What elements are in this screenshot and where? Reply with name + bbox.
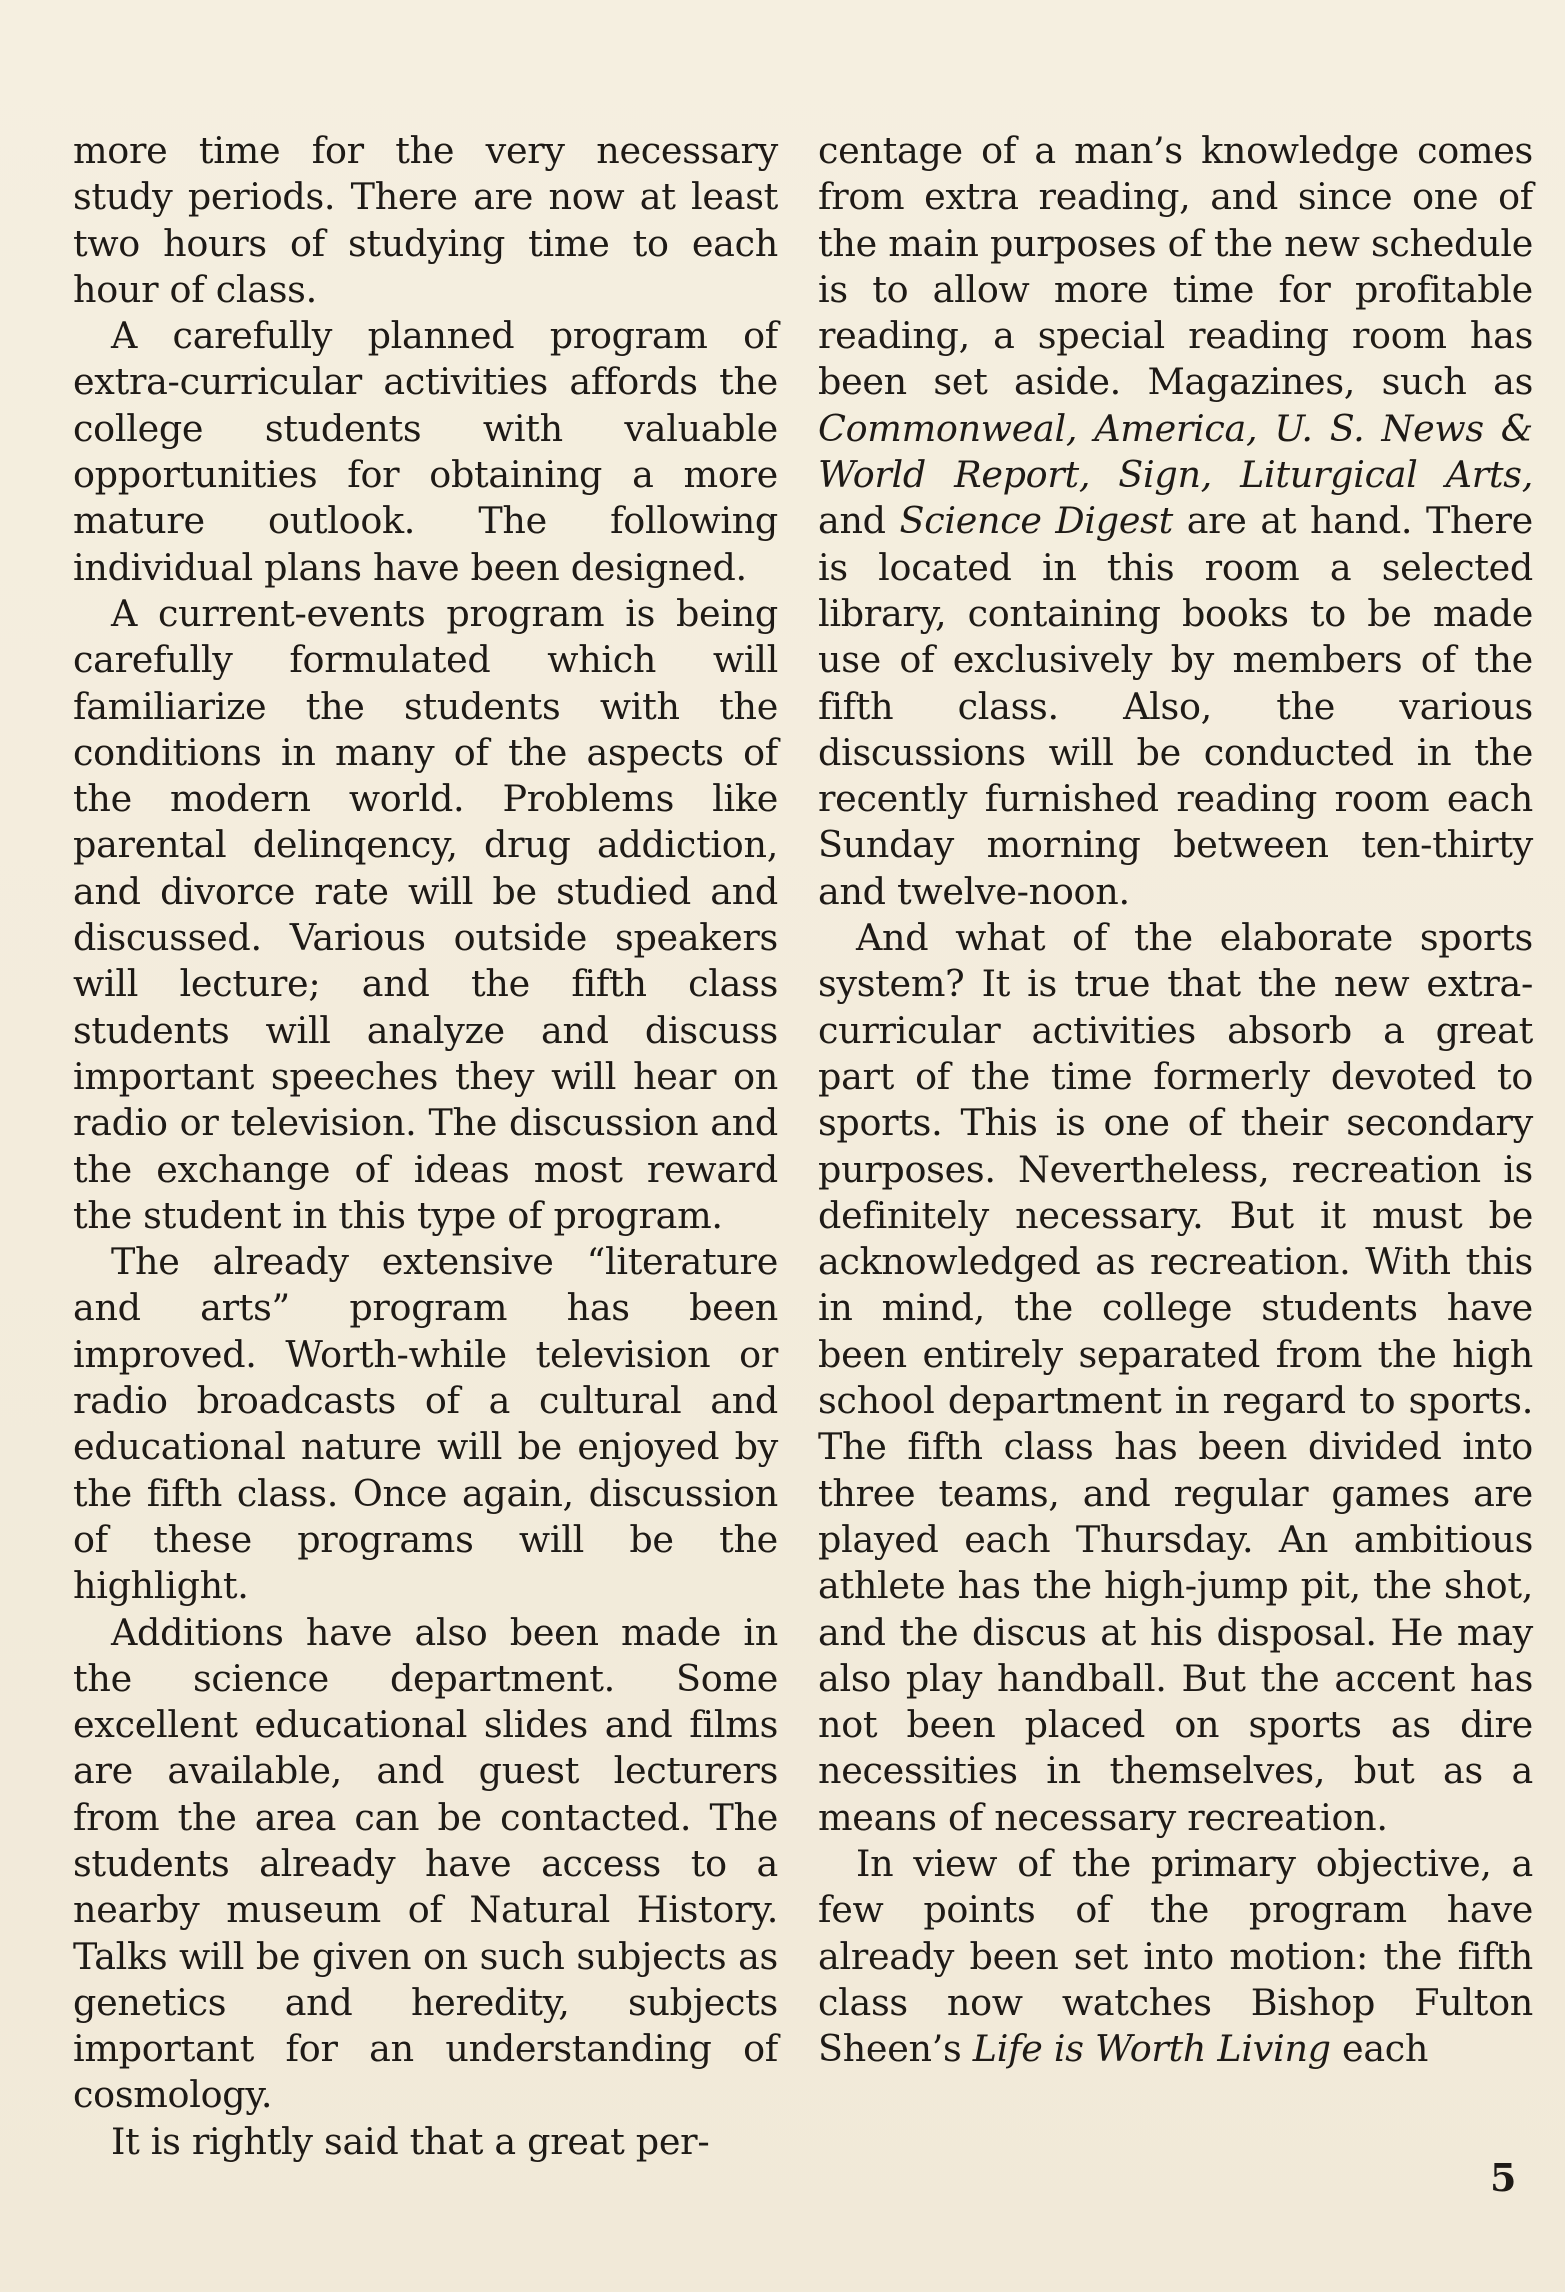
- text-run: centage of a man’s knowledge comes from extra reading, and since one of the main purposes of the new schedule is to allow more time for profitable reading, a special reading room has been set aside. Magazines, such as: [818, 129, 1533, 404]
- left-text-column: [73, 128, 778, 2165]
- text-run: each: [1330, 2027, 1429, 2071]
- paragraph: [73, 128, 778, 313]
- paragraph: [73, 591, 778, 1239]
- text-run: The already extensive “literature and arts” program has been improved. Worth-while television or radio broadcasts of a cultural and educational nature will be enjoyed by the fifth class. Once again, discussion of these programs will be the highlight.: [73, 1240, 778, 1608]
- paragraph: [73, 313, 778, 591]
- paragraph: [73, 1239, 778, 1609]
- text-run: In view of the primary objective, a few points of the program have already been set into motion: the fifth class now watches Bishop Fulton Sheen’s: [818, 1841, 1533, 2071]
- italic-text: Life is Worth Living: [972, 2027, 1331, 2071]
- paragraph: [818, 1841, 1533, 2072]
- italic-text: Science Digest: [899, 499, 1173, 543]
- paragraph: [818, 128, 1533, 915]
- text-run: And what of the elaborate sports system? It is true that the new extra-curricular activities absorb a great part of the time formerly devoted to sports. This is one of their secondary purposes. Nevertheless, recreation is definitely necessary. But it must be acknowledged as recreation. With this in mind, the college students have been entirely separated from the high school department in regard to sports. The fifth class has been divided into three teams, and regular games are played each Thursday. An ambitious athlete has the high-jump pit, the shot, and the discus at his disposal. He may also play handball. But the accent has not been placed on sports as dire necessities in themselves, but as a means of necessary recreation.: [818, 916, 1533, 1839]
- text-run: A carefully planned program of extra-curricular activities affords the college students with valuable opportunities for obtaining a more mature outlook. The following individual plans have been designed.: [73, 314, 778, 589]
- text-run: and: [818, 499, 900, 543]
- text-run: A current-events program is being carefully formulated which will familiarize the students with the conditions in many of the aspects of the modern world. Problems like parental delinqency, drug addiction, and divorce rate will be studied and discussed. Various outside speakers will lecture; and the fifth class students will analyze and discuss important speeches they will hear on radio or television. The discussion and the exchange of ideas most reward the student in this type of program.: [73, 591, 778, 1237]
- paragraph: [73, 2119, 778, 2165]
- text-run: are at hand. There is located in this room a selected library, containing books to be made use of exclusively by members of the fifth class. Also, the various discussions will be conducted in the recently furnished reading room each Sunday morning between ten-thirty and twelve-noon.: [818, 499, 1533, 913]
- text-run: more time for the very necessary study periods. There are now at least two hours of studying time to each hour of class.: [73, 129, 778, 311]
- italic-text: Commonweal, America, U. S. News & World Report, Sign, Liturgical Arts,: [818, 406, 1533, 497]
- paragraph: [73, 1610, 778, 2119]
- page-number: 5: [1490, 2155, 1517, 2200]
- text-run: It is rightly said that a great per-: [111, 2119, 710, 2163]
- right-text-column: [818, 128, 1533, 2072]
- paragraph: [818, 915, 1533, 1841]
- text-run: Additions have also been made in the science department. Some excellent educational slides and films are available, and guest lecturers from the area can be contacted. The students already have access to a nearby museum of Natural History. Talks will be given on such subjects as genetics and heredity, subjects important for an understanding of cosmology.: [73, 1610, 778, 2117]
